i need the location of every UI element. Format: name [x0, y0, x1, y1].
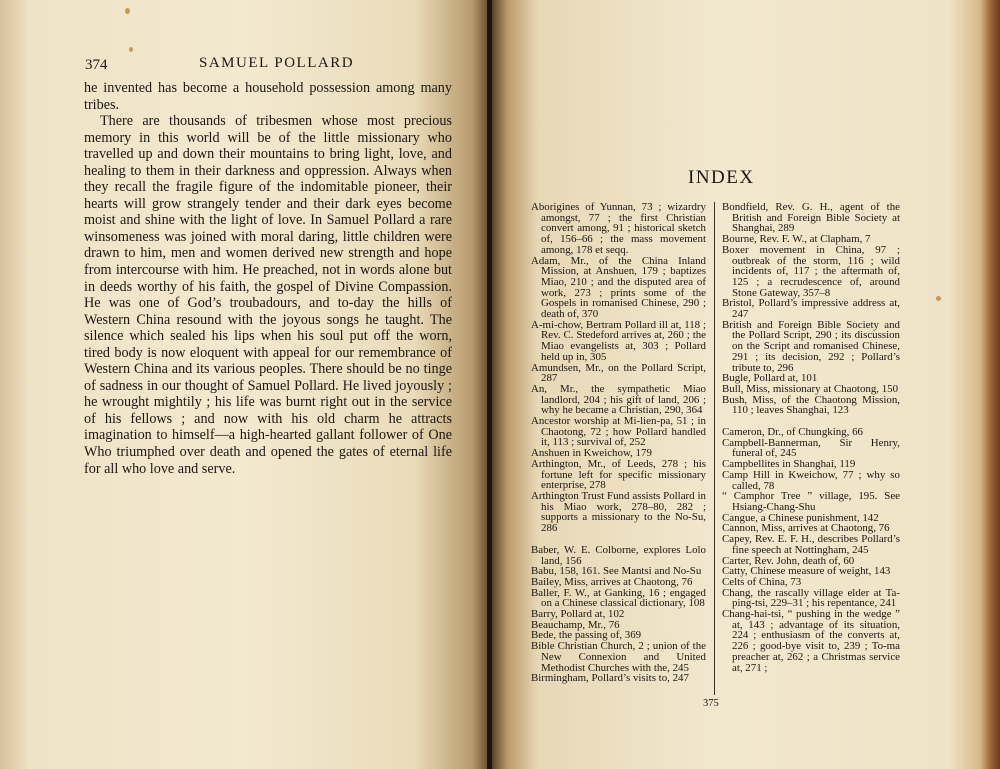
- index-entry: An, Mr., the sympathetic Miao landlord, 204 ; his gift of land, 206 ; why he became a Christian, 290, 364: [531, 382, 706, 417]
- foxing-stain: [936, 296, 941, 301]
- index-entry: Bourne, Rev. F. W., at Clapham, 7: [722, 233, 871, 246]
- index-entry: Cangue, a Chinese punishment, 142: [722, 511, 879, 524]
- index-entry: Cannon, Miss, arrives at Chaotong, 76: [722, 522, 890, 535]
- index-heading: INDEX: [688, 167, 755, 188]
- index-entry: Baller, F. W., at Ganking, 16 ; engaged on a Chinese classical dictionary, 108: [531, 586, 706, 610]
- running-title: SAMUEL POLLARD: [199, 55, 355, 71]
- column-rule: [714, 202, 715, 695]
- index-column-left: [531, 202, 706, 684]
- index-entry: Capey, Rev. E. F. H., describes Pollard’s fine speech at Nottingham, 245: [722, 533, 900, 556]
- index-entry: Boxer movement in China, 97 ; outbreak of the storm, 116 ; wild incidents of, 117 ; the aftermath of, 125 ; a recrudescence of, around Stone Gateway, 357–8: [722, 243, 900, 299]
- index-entry: Carter, Rev. John, death of, 60: [722, 554, 855, 567]
- index-entry: Catty, Chinese measure of weight, 143: [722, 565, 891, 578]
- foxing-stain: [129, 47, 133, 52]
- index-entry: Celts of China, 73: [722, 575, 802, 588]
- index-entry: Beauchamp, Mr., 76: [531, 618, 620, 631]
- index-entry: Arthington Trust Fund assists Pollard in his Miao work, 278–80, 282 ; supports a missionary to the No-Su, 286: [531, 489, 706, 535]
- index-entry: Bailey, Miss, arrives at Chaotong, 76: [531, 575, 693, 588]
- index-entry: Campbellites in Shanghai, 119: [722, 458, 856, 471]
- index-entry: Campbell-Bannerman, Sir Henry, funeral of, 245: [722, 436, 900, 460]
- index-entry: Barry, Pollard at, 102: [531, 608, 625, 621]
- index-entry: Babu, 158, 161. See Mantsi and No-Su: [531, 565, 702, 578]
- biography-text: [84, 80, 452, 477]
- index-entry: A-mi-chow, Bertram Pollard ill at, 118 ; Rev. C. Stedeford arrives at, 260 ; the Miao evangelists at, 303 ; Pollard held up in, 305: [531, 318, 706, 363]
- index-entry: Arthington, Mr., of Leeds, 278 ; his fortune left for specific missionary enterprise, 278: [531, 457, 706, 492]
- index-entry: Bede, the passing of, 369: [531, 629, 642, 642]
- index-entry: Aborigines of Yunnan, 73 ; wizardry amongst, 77 ; the first Christian convert among, 91 ; historical sketch of, 156–66 ; the mass movement among, 178 et seqq.: [531, 201, 706, 256]
- index-entry: Bristol, Pollard’s impressive address at, 247: [722, 297, 900, 321]
- index-entry: Anshuen in Kweichow, 179: [531, 447, 652, 460]
- index-entry: Bush, Miss, of the Chaotong Mission, 110 ; leaves Shanghai, 123: [722, 393, 900, 417]
- page-number-left: 374: [85, 57, 108, 73]
- index-entry: Bible Christian Church, 2 ; union of the New Connexion and United Methodist Churches with the, 245: [531, 640, 706, 674]
- paragraph: There are thousands of tribesmen whose most precious memory in this world will be of the little missionary who travelled up and down their mountains to bring light, love, and healing to them in their darkness and oppression. Always when they recall the fragile figure of the indomitable pioneer, their hearts will grow strangely tender and their dark eyes become moist and shine with the light of love. In Samuel Pollard a rare winsomeness was joined with moral daring, little children were drawn to him, men and women derived new strength and hope from intercourse with him. He preached, not in words alone but in deeds worthy of his faith, the gospel of Divine Compassion. He was one of God’s troubadours, and to-day the hills of Western China resound with the joyous songs he taught. The silence which sealed his lips when his soul put off the worn, tired body is now eloquent with appeal for our remembrance of Western China and its various peoples. There should be no tinge of sadness in our thought of Samuel Pollard. He lived joyously ; he wrought mightily ; his life was burnt right out in the service of his fellows ; and now with his old charm he attracts imagination to himself—a high-hearted gallant follower of One Who triumphed over death and opened the gates of eternal life for all who love and serve.: [84, 113, 452, 477]
- index-column-right: [722, 202, 900, 673]
- index-entry: Adam, Mr., of the China Inland Mission, at Anshuen, 179 ; baptizes Miao, 210 ; and the disputed area of work, 273 ; prints some of the Gospels in romanised Chinese, 290 ; death of, 370: [531, 254, 706, 321]
- index-entry: “ Camphor Tree ” village, 195. See Hsiang-Chang-Shu: [722, 490, 900, 513]
- index-entry: Bondfield, Rev. G. H., agent of the British and Foreign Bible Society at Shanghai, 289: [722, 201, 900, 235]
- index-entry: Camp Hill in Kweichow, 77 ; why so called, 78: [722, 468, 900, 492]
- index-entry: Baber, W. E. Colborne, explores Lolo land, 156: [531, 543, 706, 567]
- index-entry: Bugle, Pollard at, 101: [722, 372, 818, 385]
- index-entry: Cameron, Dr., of Chungking, 66: [722, 426, 863, 439]
- index-entry: Chang-hai-tsi, “ pushing in the wedge ” at, 143 ; advantage of its situation, 224 ; enthusiasm of the converts at, 226 ; good-bye visit to, 239 ; To-ma preacher at, 262 ; a Christmas service at, 271 ;: [722, 608, 900, 674]
- index-entry: Amundsen, Mr., on the Pollard Script, 287: [531, 361, 706, 385]
- index-entry: Ancestor worship at Mi-lien-pa, 51 ; in Chaotong, 72 ; how Pollard handled it, 113 ; survival of, 252: [531, 415, 706, 449]
- left-page: [0, 0, 487, 769]
- index-entry: British and Foreign Bible Society and the Pollard Script, 290 ; its discussion on the Script and romanised Chinese, 291 ; its decision, 292 ; Pollard’s tribute to, 296: [722, 318, 900, 374]
- index-entry: Bull, Miss, missionary at Chaotong, 150: [722, 382, 899, 395]
- index-entry: Chang, the rascally village elder at Ta-ping-tsi, 229–31 ; his repentance, 241: [722, 586, 900, 610]
- page-number-right: 375: [703, 698, 719, 709]
- foxing-stain: [125, 8, 130, 14]
- index-entry: Birmingham, Pollard’s visits to, 247: [531, 672, 689, 685]
- paragraph: he invented has become a household possession among many tribes.: [84, 80, 452, 113]
